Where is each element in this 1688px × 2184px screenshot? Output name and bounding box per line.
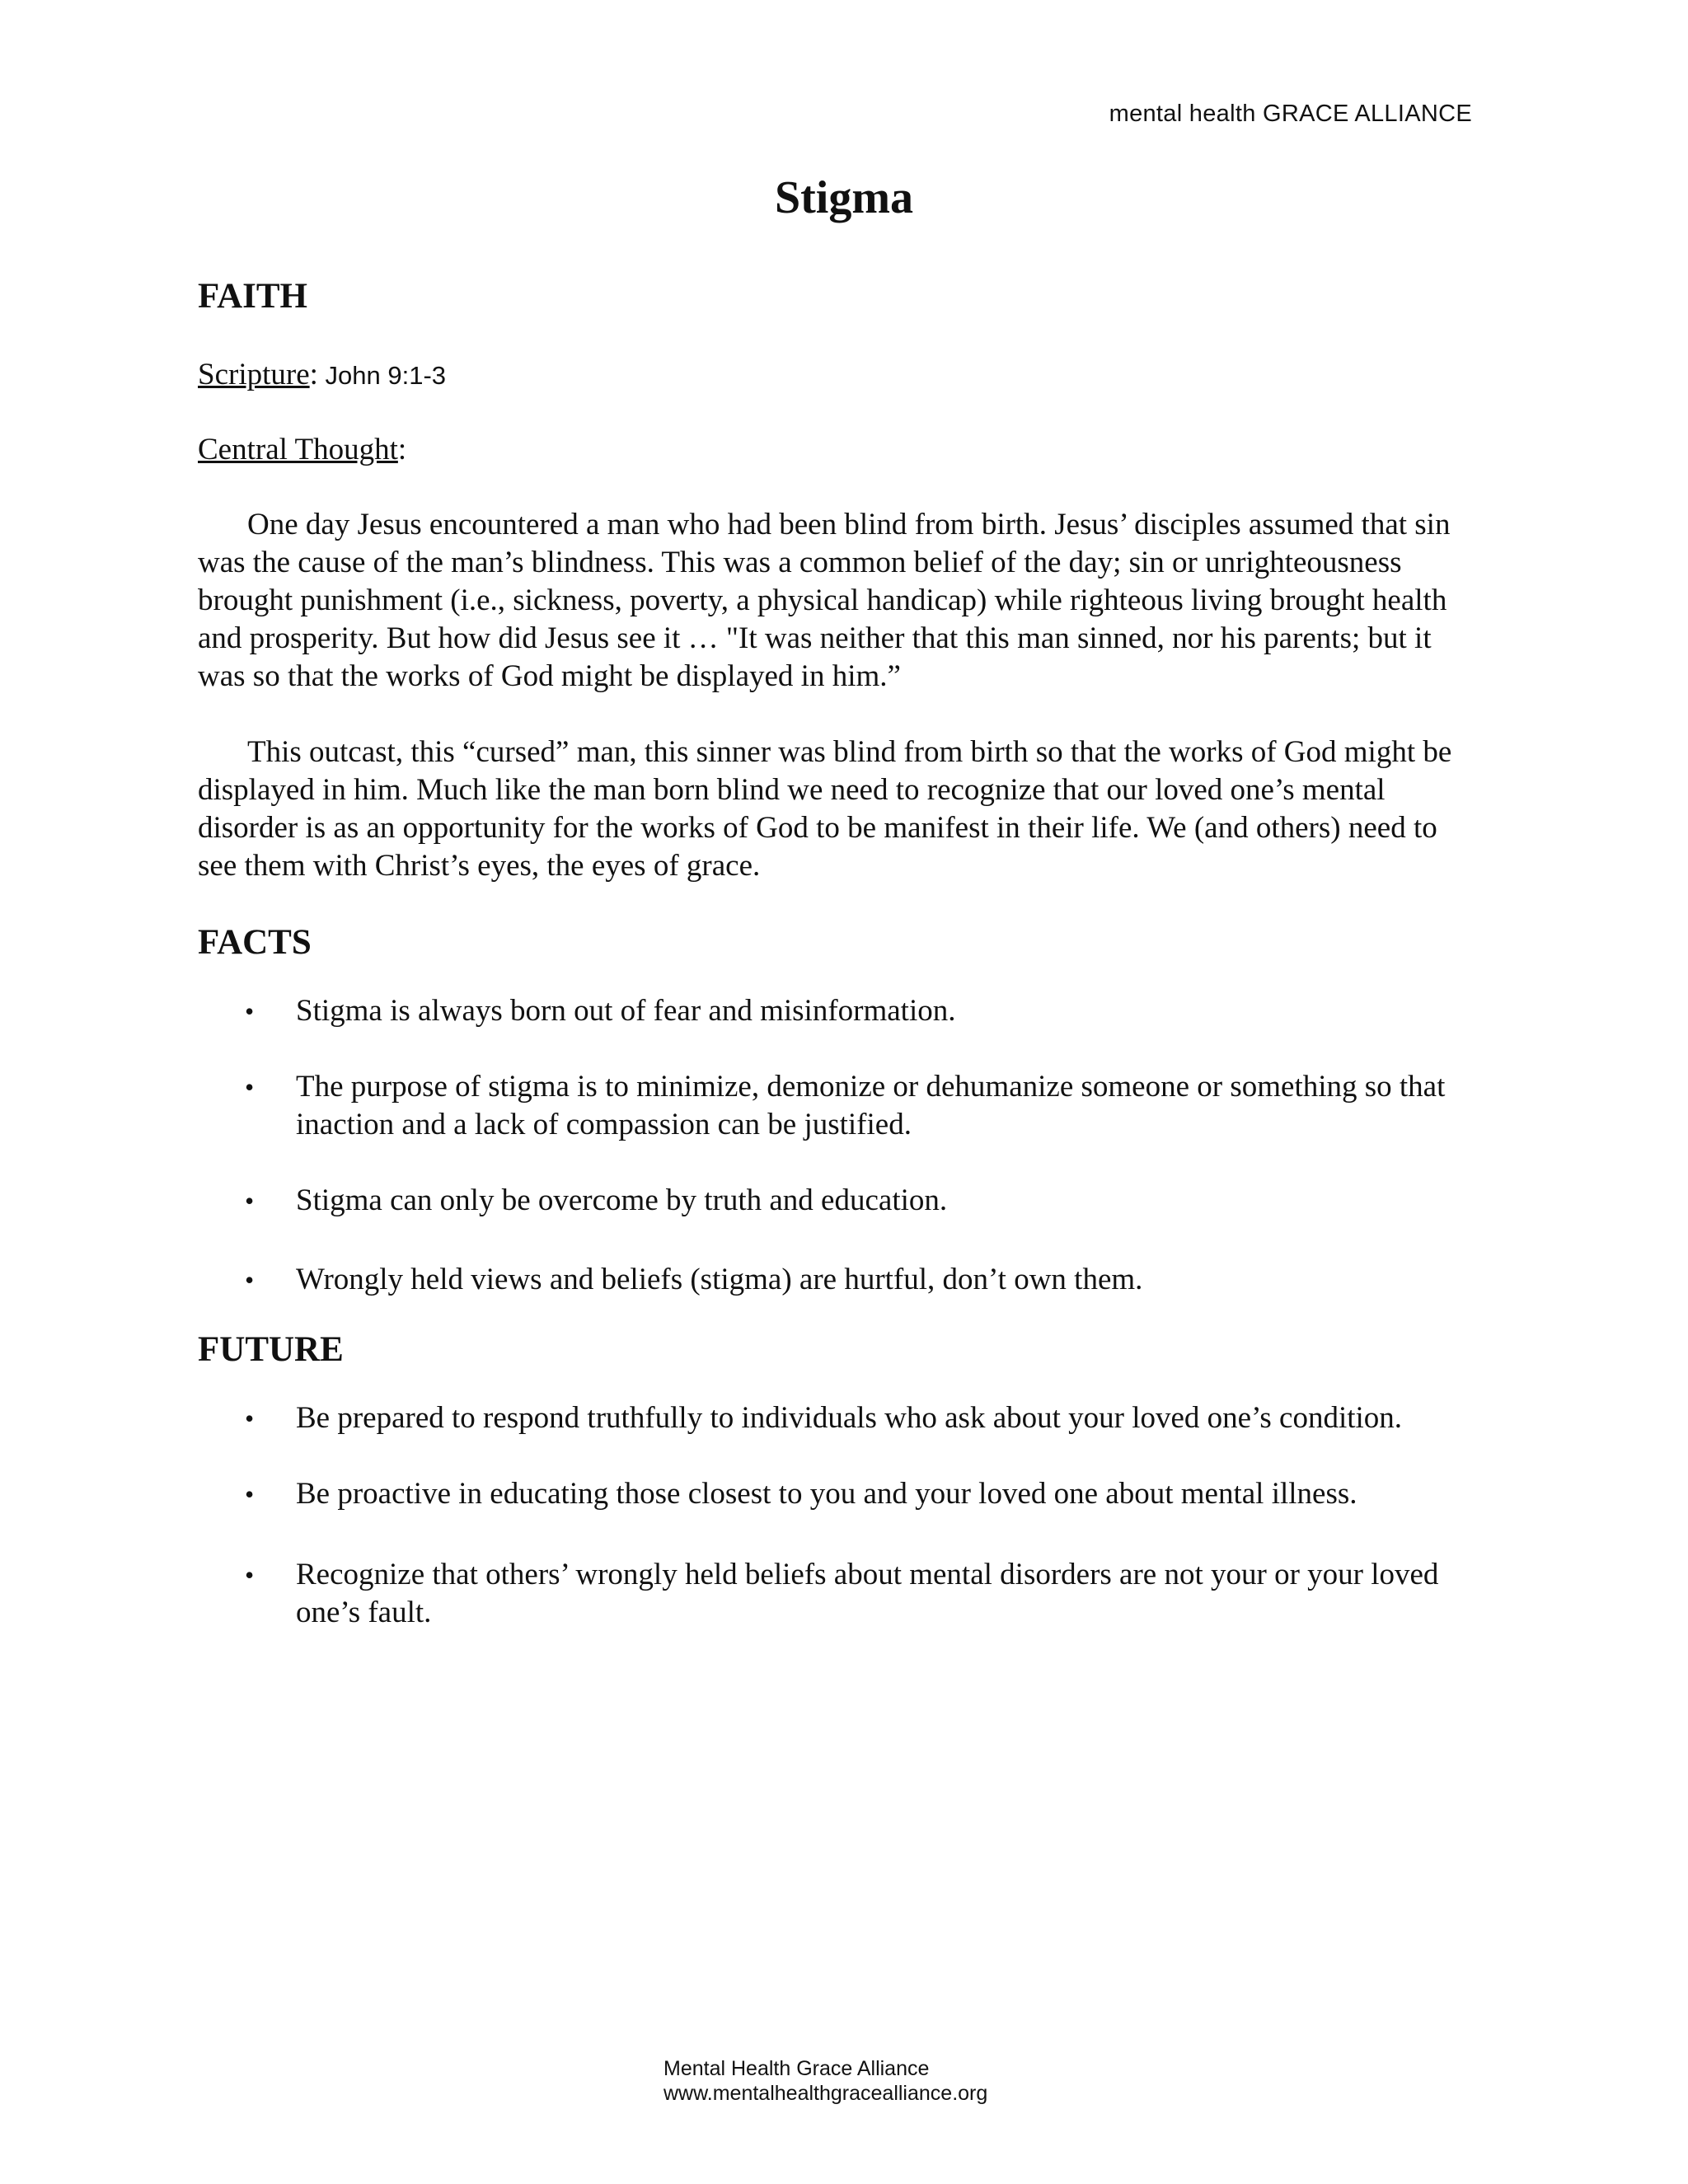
future-heading: FUTURE	[198, 1330, 344, 1369]
list-item-text: Stigma can only be overcome by truth and education.	[296, 1183, 948, 1217]
page-title: Stigma	[775, 172, 913, 223]
scripture-line	[198, 356, 1484, 395]
list-item-text: The purpose of stigma is to minimize, demonize or dehumanize someone or something so that inaction and a lack of compassion can be justified.	[296, 1070, 1446, 1141]
bullet-icon: •	[245, 1560, 255, 1590]
document-body	[198, 272, 1484, 1632]
central-thought-colon: :	[397, 433, 407, 466]
scripture-reference: John 9:1-3	[317, 361, 447, 390]
footer-url: www.mentalhealthgracealliance.org	[663, 2082, 988, 2105]
faith-paragraph: This outcast, this “cursed” man, this sinner was blind from birth so that the works of God might be displayed in him. Much like the man born blind we need to recognize that our loved one’s mental disorder is as an opportunity for the works of God to be manifest in their life. We (and others) need to see them with Christ’s eyes, the eyes of grace.	[198, 735, 1452, 883]
list-item	[198, 1182, 1484, 1220]
list-item-text: Be proactive in educating those closest to you and your loved one about mental illness.	[296, 1477, 1357, 1511]
facts-list	[198, 992, 1484, 1299]
list-item-text: Stigma is always born out of fear and misinformation.	[296, 994, 956, 1028]
bullet-icon: •	[245, 996, 255, 1026]
bullet-icon: •	[245, 1479, 255, 1509]
future-list	[198, 1399, 1484, 1632]
list-item	[198, 992, 1484, 1030]
list-item-text: Wrongly held views and beliefs (stigma) are hurtful, don’t own them.	[296, 1263, 1143, 1296]
faith-heading: FAITH	[198, 277, 307, 316]
footer-org-name: Mental Health Grace Alliance	[663, 2057, 930, 2080]
header-org-name: mental health GRACE ALLIANCE	[1109, 101, 1472, 127]
bullet-icon: •	[245, 1265, 255, 1295]
bullet-icon: •	[245, 1072, 255, 1102]
list-item	[198, 1556, 1484, 1632]
footer	[663, 2056, 987, 2106]
scripture-label: Scripture	[198, 358, 310, 391]
scripture-colon: :	[309, 358, 318, 391]
central-thought-label: Central Thought	[198, 433, 398, 466]
central-thought-line	[198, 431, 1484, 469]
facts-heading: FACTS	[198, 923, 312, 962]
faith-paragraph: One day Jesus encountered a man who had been blind from birth. Jesus’ disciples assumed that sin was the cause of the man’s blindness. This was a common belief of the day; sin or unrighteousness brought punishment (i.e., sickness, poverty, a physical handicap) while righteous living brought health and prosperity. But how did Jesus see it … "It was neither that this man sinned, nor his parents; but it was so that the works of God might be displayed in him.”	[198, 508, 1451, 693]
list-item	[198, 1261, 1484, 1299]
bullet-icon: •	[245, 1404, 255, 1433]
list-item-text: Recognize that others’ wrongly held beliefs about mental disorders are not your or your loved one’s fault.	[296, 1558, 1439, 1629]
list-item-text: Be prepared to respond truthfully to individuals who ask about your loved one’s condition.	[296, 1401, 1403, 1435]
list-item	[198, 1399, 1484, 1437]
list-item	[198, 1475, 1484, 1513]
list-item	[198, 1068, 1484, 1144]
bullet-icon: •	[245, 1186, 255, 1216]
